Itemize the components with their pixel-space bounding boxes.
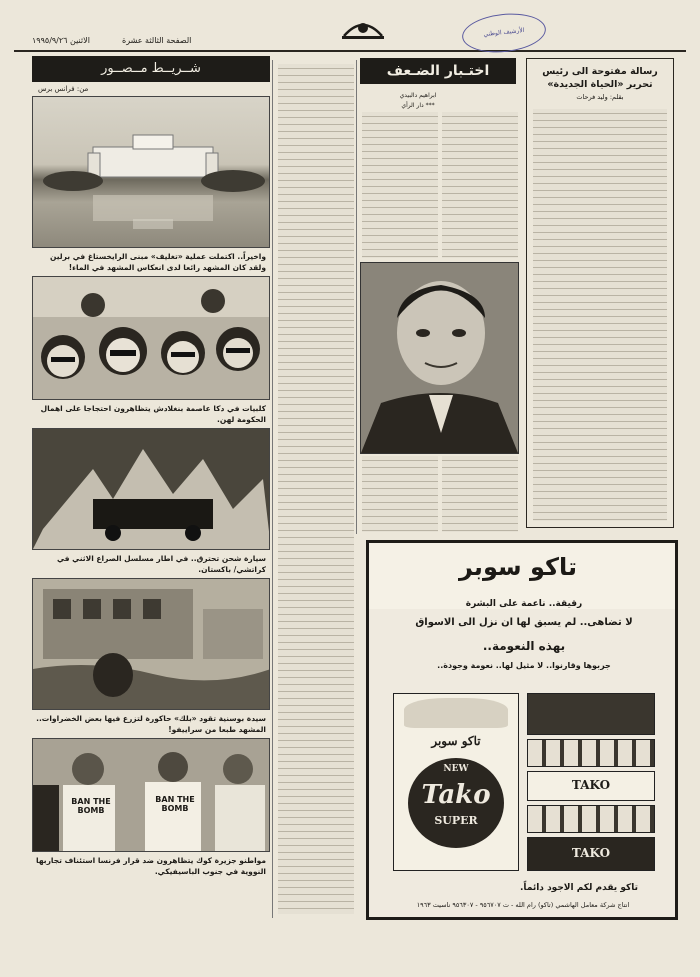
tissue-top [404,698,508,728]
newspaper-logo-icon [338,12,388,44]
article-text-col-1 [278,64,354,914]
pack-super-label: SUPER [434,814,478,827]
small-pack-label-dark: TAKO [571,846,611,860]
ad-line-3: بهذه النعومة.. [482,639,566,653]
page-header [14,10,686,52]
reichstag-illustration-icon [33,97,270,247]
pack-tako-label: Tako [421,780,491,810]
portrait-photo [360,262,519,454]
ad-line-1: رقيقة.. ناعمة على البشرة [465,599,583,609]
article-author-meta: *** دار الرأي [401,102,435,109]
ad-line-4: جربوها وقارنوا.. لا مثيل لها.. نعومة وجودة.. [437,661,611,670]
caption-sarajevo: سيدة بوسنية تقود «بلك» حاكورة لتزرع فيها بعض الخضراوات.. المشهد طبعا من سراييفو! [36,714,266,734]
product-pack-5 [527,837,655,871]
ad-slogan: تاكو يقدم لكم الاجود دائماً. [520,883,638,893]
article-text-col-4 [362,456,438,532]
column-rule [356,60,357,534]
article-text-col-5 [442,456,518,532]
pack-arabic-brand: تاكو سوبر [431,734,481,748]
protest-sign-1: BAN THE BOMB [71,797,111,815]
man-portrait-illustration-icon [361,263,518,453]
ruined-building-illustration-icon [33,579,270,709]
article-author: ابراهيم دالبيدي [399,92,437,99]
product-box-large [393,693,519,871]
article-text-col-2 [362,112,438,258]
page-number: الصفحة الثالثة عشرة [122,36,192,45]
product-pack-4 [527,805,655,833]
letter-byline: بقلم: وليد فرحات [576,93,624,101]
stamp-text: الأرشيف الوطني [483,26,525,39]
protest-crowd-illustration-icon [33,277,270,399]
photo-cook-islands [32,738,270,852]
photo-strip-column [32,56,270,916]
open-letter-box [526,58,674,528]
pack-new-label: NEW [443,764,469,774]
product-pack-2 [527,739,655,767]
photo-sarajevo [32,578,270,710]
product-pack-3 [527,771,655,801]
photo-karachi-truck [32,428,270,550]
photo-credit: من: فرانس برس [38,85,89,93]
burning-truck-illustration-icon [33,429,270,549]
ad-brand: تاكو سوبر [459,553,577,581]
caption-reichstag: واخيراً.. اكتملت عملية «تغليف» مبنى الرايخستاغ في برلين ولقد كان المشهد رائعا لدى انعكاس المشهد في الماء! [50,252,266,272]
product-pack-1 [527,693,655,735]
small-pack-label: TAKO [571,778,611,792]
caption-karachi: سيارة شحن تحترق.. في اطار مسلسل الصراع الاثني في كراتشي/ باكستان. [57,554,266,574]
protest-sign-2: BAN THE BOMB [155,795,195,813]
photo-reichstag [32,96,270,248]
letter-title: رسالة مفتوحة الى رئيس تحرير «الحياة الجديدة» [542,66,658,90]
photo-dhaka-protest [32,276,270,400]
caption-cook-islands: مواطنو جزيرة كوك يتظاهرون ضد قرار فرنسا استئناف تجاربها النووية في جنوب الباسيفيكي. [36,856,266,876]
ad-footer: انتاج شركة معامل الهاشمي (تاكو) رام الله - ت ٩٥٦٧٠٧ - ٩٥٦٣٠٧ ناسيت ١٩٦٣ [416,901,630,909]
column-rule [272,60,273,918]
article-text-col-3 [442,112,518,258]
article-title: اختـبار الضـعف [360,58,516,84]
ad-line-2: لا تضاهى.. لم يسبق لها ان نزل الى الاسواق [415,617,633,628]
letter-body-text [533,109,667,521]
tako-advertisement [366,540,678,920]
photo-strip-banner: شــريــط مــصــور [32,56,270,82]
archive-stamp [460,10,548,57]
issue-date: الاثنين ١٩٩٥/٩/٢٦ [32,36,90,45]
caption-dhaka: كلبيات في دكا عاصمة بنغلادش يتظاهرون احتجاجا على اهمال الحكومة لهن. [40,404,266,424]
